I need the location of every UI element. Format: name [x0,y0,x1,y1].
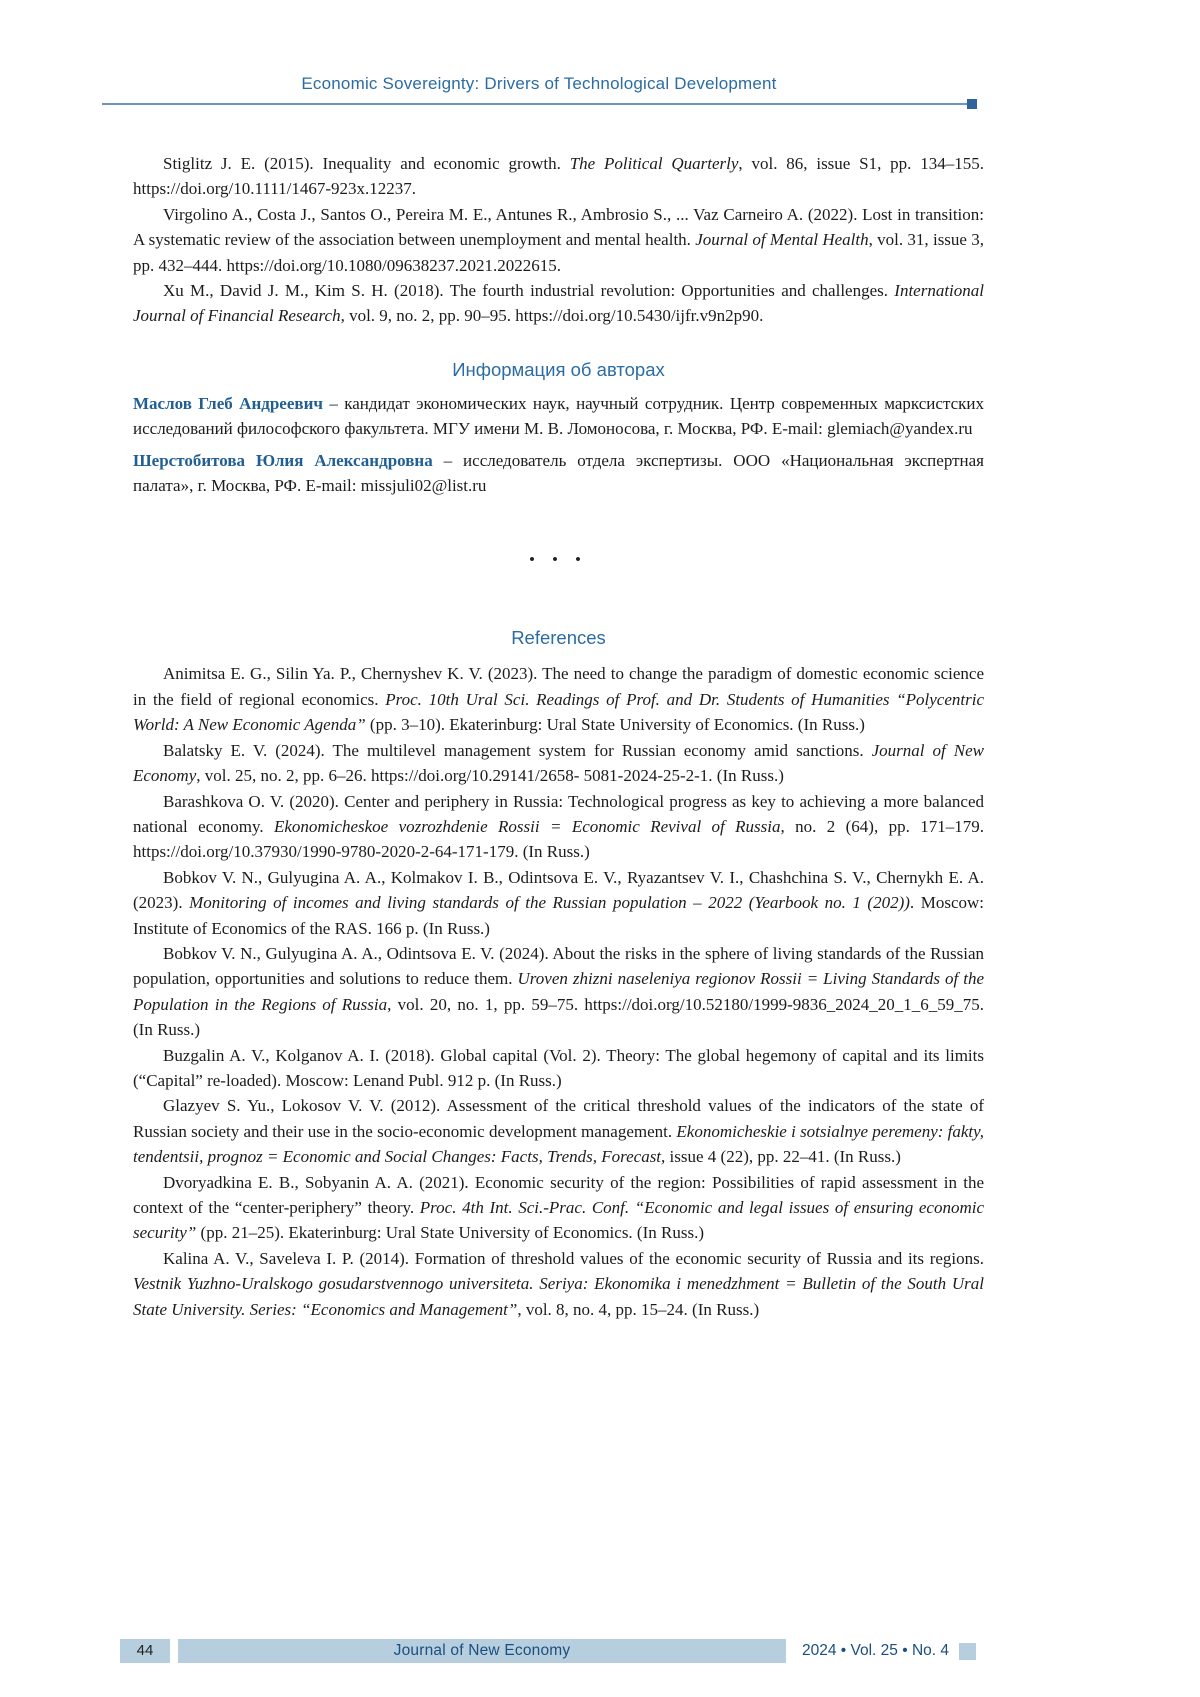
text-run: Proc. 4th Int. Sci.-Prac. Conf. “Economic and legal issues of ensuring economic security” [133,1198,984,1243]
footer-journal-bar [178,1639,786,1663]
text-run: Bobkov V. N., Gulyugina A. A., Kolmakov I. B., Odintsova E. V., Ryazantsev V. I., Chashchina S. V., Chernykh E. A. (2023). [133,867,984,913]
authors-info-section [133,391,984,499]
text-run: Journal of Mental Health [695,230,869,250]
dots-separator: • • • [529,552,588,569]
page-footer [120,1639,976,1663]
reference-item [133,1043,984,1094]
text-run: Virgolino A., Costa J., Santos O., Pereira M. E., Antunes R., Ambrosio S., ... Vaz Carneiro A. (2022). Lost in transition: A systematic review of the association between unemployment and mental health. [133,204,984,250]
text-run: , no. 2 (64), pp. 171–179. https://doi.org/10.37930/1990-9780-2020-2-64-171-179. (In Russ.) [133,816,984,862]
text-run: , vol. 25, no. 2, pp. 6–26. https://doi.org/10.29141/2658- 5081-2024-25-2-1. (In Russ.) [196,766,784,786]
authors-heading: Информация об авторах [452,358,665,380]
rule-end-square [967,99,977,109]
text-run: International Journal of Financial Research [133,281,984,326]
text-run: Dvoryadkina E. B., Sobyanin A. A. (2021). Economic security of the region: Possibilities of rapid assessment in the context of the “center-periphery” theory. [133,1172,984,1217]
text-run: – исследователь отдела экспертизы. ООО «Национальная экспертная палата», г. Москва, РФ. E-mail: missjuli02@list.ru [133,450,984,496]
author-item [133,391,984,442]
text-run: , vol. 8, no. 4, pp. 15–24. (In Russ.) [517,1299,760,1319]
page-number: 44 [120,1639,170,1663]
text-run: Journal of New Economy [133,740,984,786]
issue-info: 2024 • Vol. 25 • No. 4 [801,1642,949,1659]
page-header [102,0,976,105]
text-run: Kalina A. V., Saveleva I. P. (2014). Formation of threshold values of the economic security of Russia and its regions. [163,1248,984,1268]
text-run: , vol. 86, issue S1, pp. 134–155. https://doi.org/10.1111/1467-923x.12237. [133,154,984,199]
text-run: Buzgalin A. V., Kolganov A. I. (2018). Global capital (Vol. 2). Theory: The global hegemony of capital and its limits (“Capital” re-loaded). Moscow: Lenand Publ. 912 p. (In Russ.) [133,1045,984,1090]
text-run: Bobkov V. N., Gulyugina A. A., Odintsova E. V. (2024). About the risks in the sphere of living standards of the Russian population, opportunities and solutions to reduce them. [133,943,984,989]
text-run: Uroven zhizni naseleniya regionov Rossii = Living Standards of the Population in the Regions of Russia [133,969,984,1014]
text-run: , vol. 20, no. 1, pp. 59–75. https://doi.org/10.52180/1999-9836_2024_20_1_6_59_75. (In Russ.) [133,994,984,1040]
text-run: , issue 4 (22), pp. 22–41. (In Russ.) [661,1147,901,1167]
reference-item [133,738,984,789]
text-run: Ekonomicheskie i sotsialnye peremeny: fakty, tendentsii, prognoz = Economic and Social Changes: Facts, Trends, Forecast [133,1121,985,1167]
text-run: Proc. 10th Ural Sci. Readings of Prof. and Dr. Students of Humanities “Polycentric World: A New Economic Agenda” [133,689,985,735]
text-run: (pp. 3–10). Ekaterinburg: Ural State University of Economics. (In Russ.) [365,715,865,735]
text-run: Маслов Глеб Андреевич [133,393,323,413]
running-title: Economic Sovereignty: Drivers of Technological Development [301,74,777,93]
text-run: Xu M., David J. M., Kim S. H. (2018). The fourth industrial revolution: Opportunities and challenges. [163,281,895,301]
reference-item [133,941,984,1043]
text-run: Шерстобитова Юлия Александровна [133,450,433,470]
references-heading: References [511,627,606,649]
text-run: Ekonomicheskoe vozrozhdenie Rossii = Economic Revival of Russia [273,816,781,836]
text-run: Balatsky E. V. (2024). The multilevel management system for Russian economy amid sanctions. [163,740,872,760]
text-run: Glazyev S. Yu., Lokosov V. V. (2012). Assessment of the critical threshold values of the indicators of the state of Russian society and their use in the socio-economic development management. [133,1096,984,1141]
text-run: Animitsa E. G., Silin Ya. P., Chernyshev K. V. (2023). The need to change the paradigm of domestic economic science in the field of regional economics. [133,664,984,709]
author-item [133,448,984,499]
reference-item [133,661,984,737]
reference-item [133,151,984,202]
text-run: Barashkova O. V. (2020). Center and periphery in Russia: Technological progress as key to achieving a more balanced national economy. [133,791,984,836]
page-content [133,151,984,1322]
text-run: , vol. 31, issue 3, pp. 432–444. https://doi.org/10.1080/09638237.2021.2022615. [133,230,985,275]
reference-item [133,1093,984,1169]
text-run: Monitoring of incomes and living standards of the Russian population – 2022 (Yearbook no. 1 (202)) [189,893,910,913]
text-run: , vol. 9, no. 2, pp. 90–95. https://doi.org/10.5430/ijfr.v9n2p90. [340,306,764,326]
reference-item [133,865,984,941]
journal-name: Journal of New Economy [393,1642,571,1659]
text-run: Vestnik Yuzhno-Uralskogo gosudarstvennogo universiteta. Seriya: Ekonomika i menedzhment = Bulletin of the South Ural State University. Series: “Economics and Management” [133,1274,984,1319]
references-list [133,661,984,1322]
header-rule [102,103,976,105]
reference-item [133,278,984,329]
text-run: Stiglitz J. E. (2015). Inequality and economic growth. [163,154,570,173]
reference-item [133,202,984,278]
reference-item [133,1170,984,1246]
continued-references-list [133,151,984,329]
footer-end-square [959,1643,976,1660]
reference-item [133,1246,984,1322]
text-run: (pp. 21–25). Ekaterinburg: Ural State University of Economics. (In Russ.) [196,1223,704,1243]
text-run: – кандидат экономических наук, научный сотрудник. Центр современных марксистских исследований философского факультета. МГУ имени М. В. Ломоносова, г. Москва, РФ. E-mail: glemiach@yandex.ru [133,393,984,439]
text-run: . Moscow: Institute of Economics of the RAS. 166 p. (In Russ.) [133,893,984,938]
text-run: The Political Quarterly [569,154,739,173]
reference-item [133,789,984,865]
